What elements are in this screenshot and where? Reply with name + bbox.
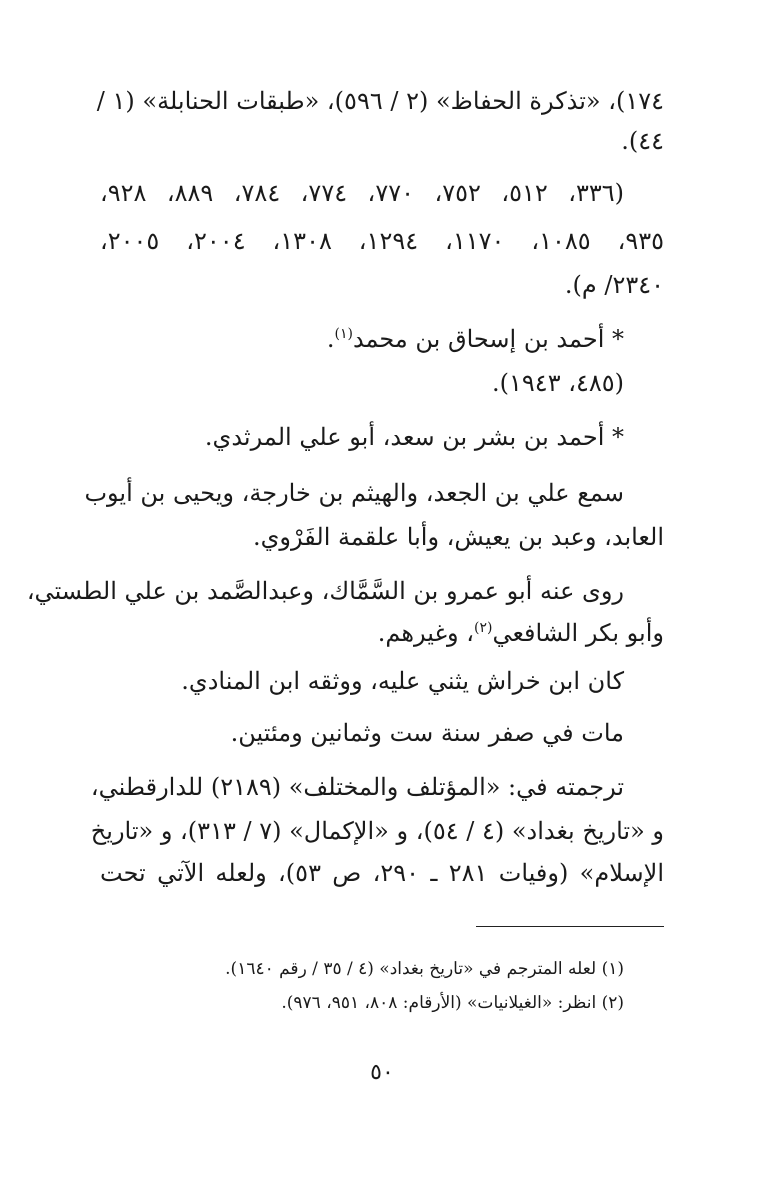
page-number: ٥٠: [370, 1060, 394, 1085]
entry-end-1: .: [326, 325, 335, 353]
footnote-1: (١) لعله المترجم في «تاريخ بغداد» (٤ / ٣٥ / رقم ١٦٤٠).: [225, 959, 624, 979]
footnote-2: (٢) انظر: «الغيلانيات» (الأرقام: ٨٠٨، ٩٥١، ٩٧٦).: [281, 993, 624, 1013]
footnote-ref-1: (١): [334, 326, 353, 342]
narrator-text: وأبو بكر الشافعي: [492, 619, 664, 647]
text-line-9: سمع علي بن الجعد، والهيثم بن خارجة، ويحيى بن أيوب: [84, 479, 624, 507]
text-line-4: ٩٣٥، ١٠٨٥، ١١٧٠، ١٢٩٤، ١٣٠٨، ٢٠٠٤، ٢٠٠٥،: [100, 227, 665, 255]
text-line-10: العابد، وعبد بن يعيش، وأبا علقمة الفَرْوي.: [253, 523, 664, 551]
text-line-7: (٤٨٥، ١٩٤٣).: [492, 369, 624, 397]
text-line-15: ترجمته في: «المؤتلف والمختلف» (٢١٨٩) للدارقطني،: [90, 773, 624, 801]
text-line-1: ١٧٤)، «تذكرة الحفاظ» (٢ / ٥٩٦)، «طبقات الحنابلة» (١ /: [96, 87, 664, 115]
text-line-5: ٢٣٤٠/ م).: [564, 271, 664, 299]
text-line-2: ٤٤).: [621, 127, 664, 155]
text-line-12: [100, 616, 664, 650]
footnote-divider: [476, 926, 664, 927]
entry-heading-1: [100, 322, 624, 356]
text-line-3: (٣٣٦، ٥١٢، ٧٥٢، ٧٧٠، ٧٧٤، ٧٨٤، ٨٨٩، ٩٢٨،: [100, 179, 625, 207]
narrator-text-end: ، وغيرهم.: [377, 619, 474, 647]
text-line-14: مات في صفر سنة ست وثمانين ومئتين.: [230, 719, 624, 747]
footnote-ref-2: (٢): [474, 620, 493, 636]
text-line-16: و «تاريخ بغداد» (٤ / ٥٤)، و «الإكمال» (٧ / ٣١٣)، و «تاريخ: [90, 817, 664, 845]
entry-name-1: * أحمد بن إسحاق بن محمد: [352, 325, 624, 353]
text-line-17: الإسلام» (وفيات ٢٨١ ـ ٢٩٠، ص ٥٣)، ولعله الآتي تحت: [100, 859, 664, 887]
text-line-13: كان ابن خراش يثني عليه، ووثقه ابن المنادي.: [181, 667, 624, 695]
entry-heading-2: * أحمد بن بشر بن سعد، أبو علي المرثدي.: [204, 423, 624, 451]
text-line-11: روى عنه أبو عمرو بن السَّمَّاك، وعبدالصَّمد بن علي الطستي،: [26, 577, 624, 605]
